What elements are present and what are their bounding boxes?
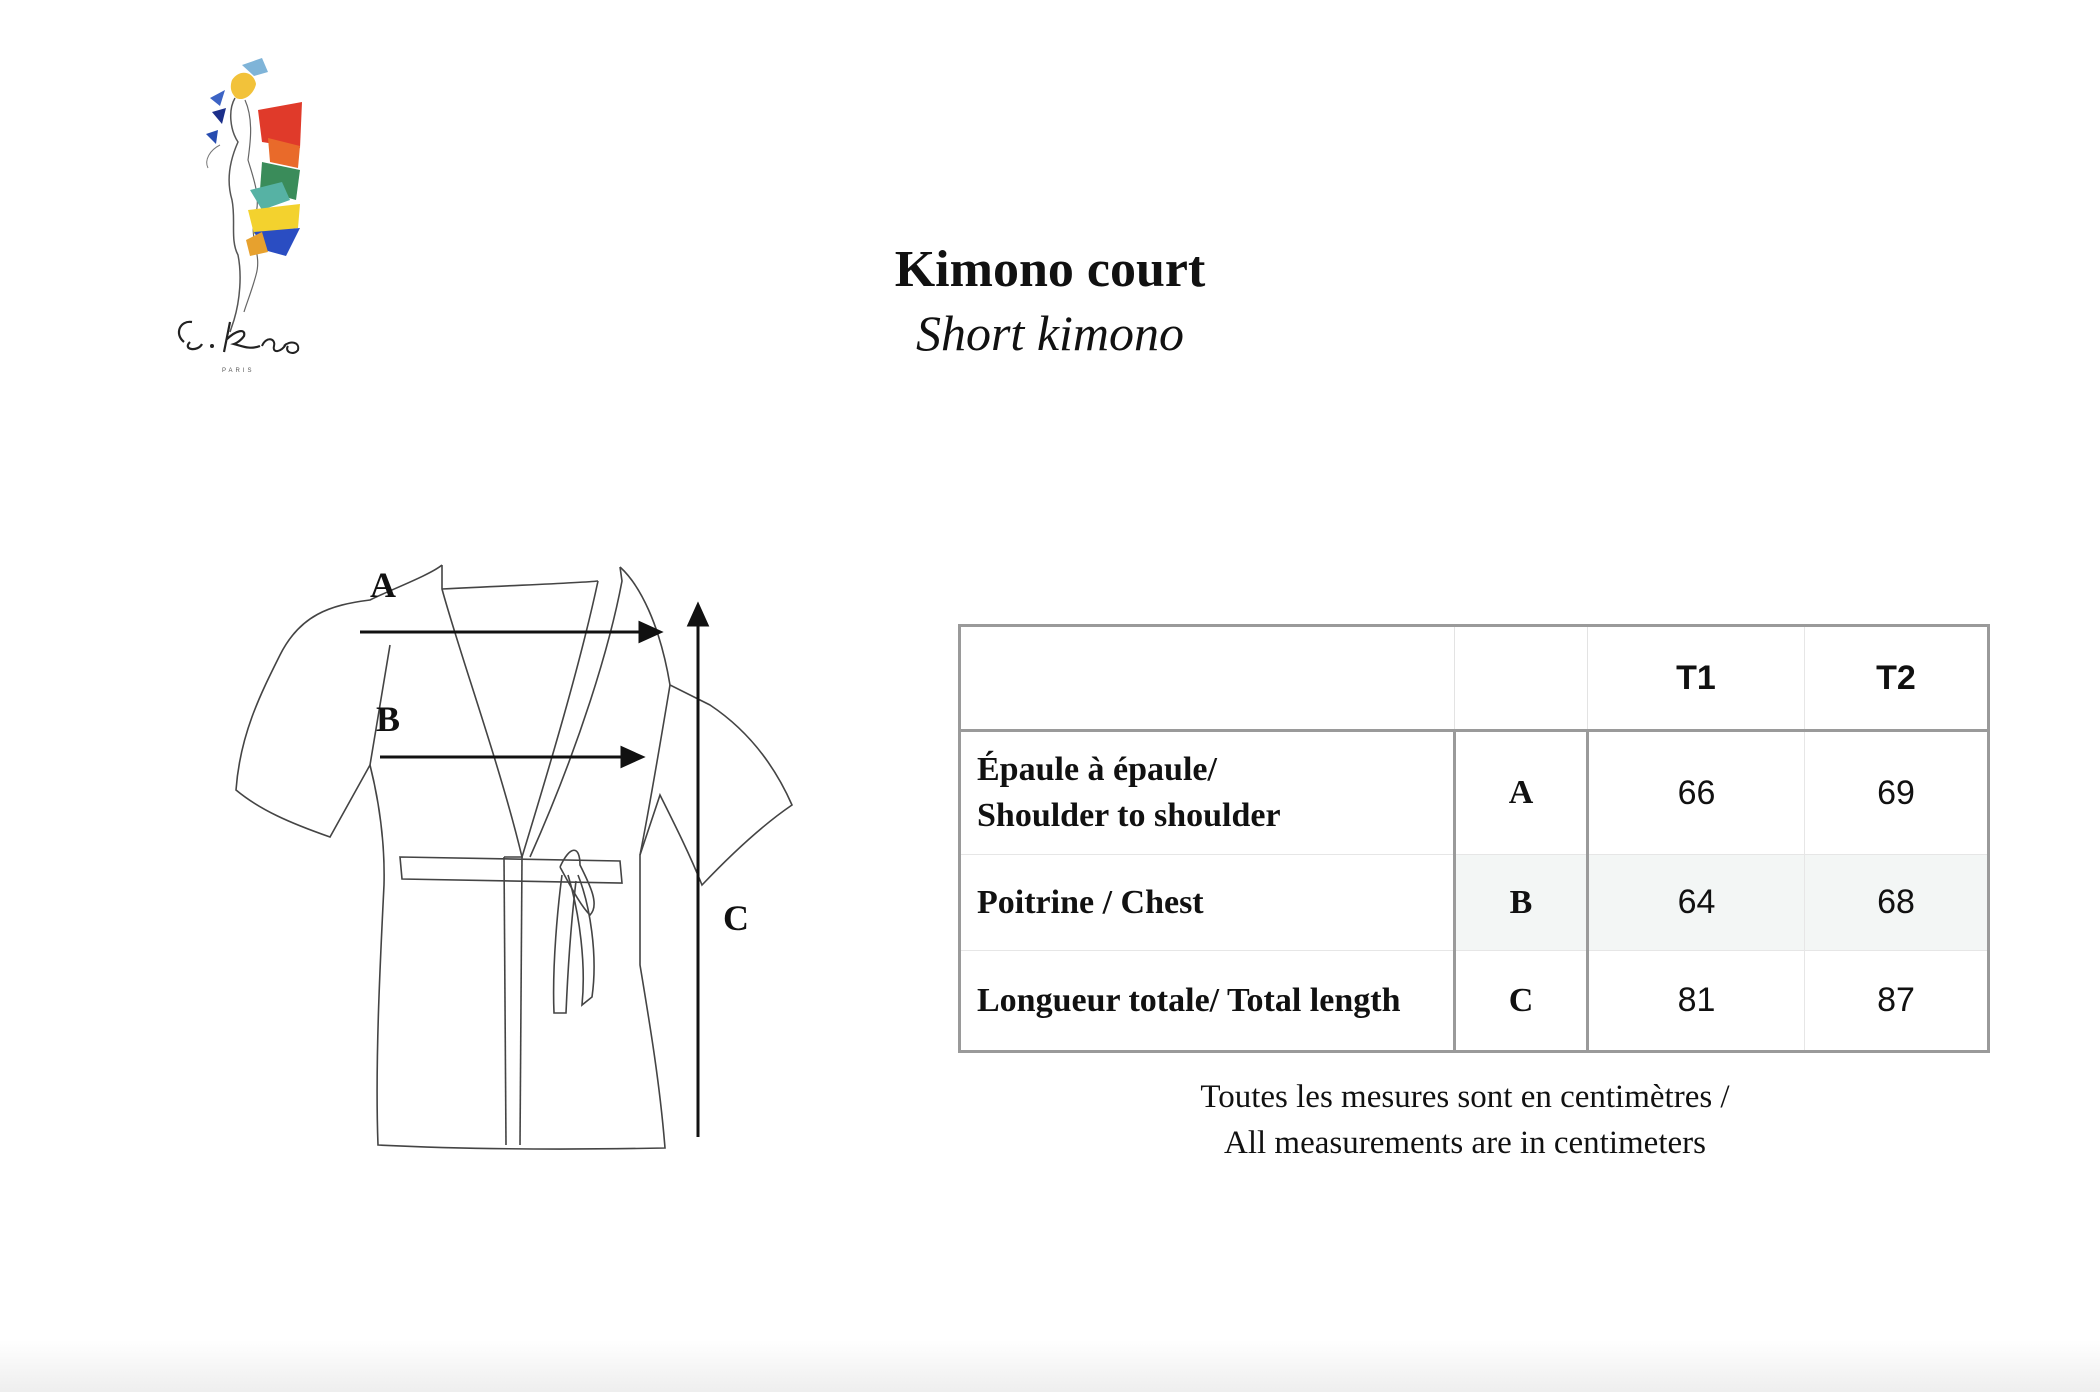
row-label: Poitrine / Chest xyxy=(960,855,1455,951)
row-value-t2: 69 xyxy=(1805,731,1989,855)
diagram-label-a: A xyxy=(370,565,396,605)
diagram-label-b: B xyxy=(376,699,401,739)
table-header-cell xyxy=(960,626,1455,731)
table-header-t2: T2 xyxy=(1805,626,1989,731)
table-row xyxy=(960,951,1989,1052)
kimono-diagram xyxy=(220,545,820,1165)
row-letter: A xyxy=(1455,731,1588,855)
table-row xyxy=(960,855,1989,951)
brand-logo xyxy=(150,50,450,395)
row-label xyxy=(960,731,1455,855)
table-header-cell xyxy=(1455,626,1588,731)
measurement-note xyxy=(1100,1074,1830,1166)
row-value-t1: 64 xyxy=(1588,855,1805,951)
page-subtitle: Short kimono xyxy=(915,305,1185,361)
page-title: Kimono court xyxy=(894,241,1206,298)
logo-subtext: PARIS xyxy=(222,368,255,374)
row-letter: B xyxy=(1455,855,1588,951)
table-row xyxy=(960,731,1989,855)
row-value-t2: 68 xyxy=(1805,855,1989,951)
row-letter: C xyxy=(1455,951,1588,1052)
row-label-line2: Shoulder to shoulder xyxy=(977,797,1281,834)
size-table xyxy=(958,624,1990,1053)
diagram-label-c: C xyxy=(723,898,749,938)
row-value-t1: 81 xyxy=(1677,981,1716,1019)
row-label-line1: Épaule à épaule/ xyxy=(977,751,1217,788)
kimono-outline xyxy=(236,565,792,1149)
table-header-t1: T1 xyxy=(1588,626,1805,731)
table-header-row xyxy=(960,626,1989,731)
row-value-t1: 66 xyxy=(1588,731,1805,855)
row-label: Longueur totale/ Total length xyxy=(977,981,1401,1019)
row-value-t2: 87 xyxy=(1805,951,1989,1052)
title-block xyxy=(750,240,1350,366)
note-line1: Toutes les mesures sont en centimètres / xyxy=(1200,1079,1730,1115)
bottom-shade xyxy=(0,1340,2100,1392)
note-line2: All measurements are in centimeters xyxy=(1224,1125,1706,1161)
